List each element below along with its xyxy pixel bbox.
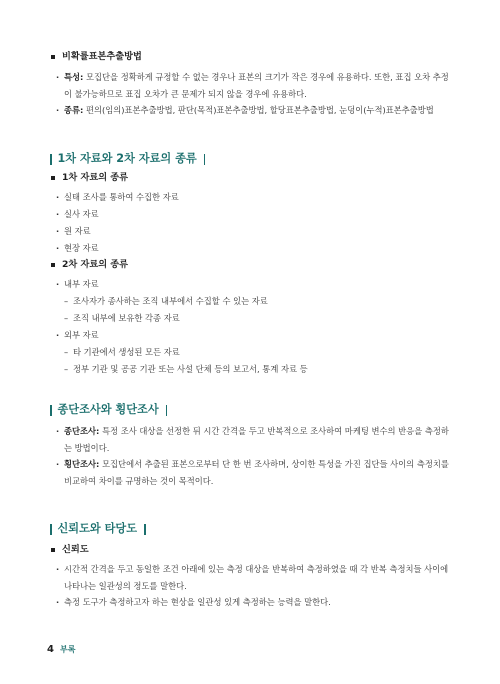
list-item [50,327,454,344]
bullet-dot-icon: · [56,226,60,236]
bullet-dot-icon: · [56,426,60,436]
subheading [50,51,454,63]
list-item [50,206,454,223]
list-item [50,69,454,102]
term-label: 특성: [64,72,84,82]
section-title [50,522,454,536]
secondary-data-block [50,259,454,378]
section-title-text: 종단조사와 횡단조사 [57,403,159,416]
title-bar-left [50,524,52,535]
square-bullet-icon [51,176,55,180]
subheading [50,172,454,184]
list-item [50,561,454,594]
title-bar-right [144,524,146,535]
bullet-dot-icon: · [56,209,60,219]
bullet-dot-icon: · [56,192,60,202]
title-bar-left [50,405,52,416]
bullet-dot-icon: · [56,459,60,469]
item-text: 시간적 간격을 두고 동일한 조건 아래에 있는 측정 대상을 반복하여 측정하였을 때 각 반복 측정치들 사이에 나타나는 일관성의 정도를 말한다. [64,564,449,591]
dash-icon: – [64,313,69,323]
term-label: 종류: [64,105,84,115]
section-title [50,403,454,417]
list-item [50,189,454,206]
bullet-dot-icon: · [56,330,60,340]
item-text: 실태 조사를 통하여 수집한 자료 [64,192,179,202]
sub-item [50,361,454,378]
list-item [50,423,454,456]
sub-item [50,310,454,327]
bullet-dot-icon: · [56,105,60,115]
section-title-text: 신뢰도와 타당도 [57,522,138,535]
sub-item [50,293,454,310]
item-text: 실사 자료 [64,209,99,219]
title-bar-right [204,154,206,165]
item-text: 편의(임의)표본추출방법, 판단(목적)표본추출방법, 할당표본추출방법, 눈덩이(누적)표본추출방법 [83,105,434,115]
section-title [50,152,454,166]
sub-item [50,344,454,361]
dash-icon: – [64,364,69,374]
subheading [50,544,454,556]
title-bar-left [50,154,52,165]
subheading-text: 1차 자료의 종류 [62,172,129,183]
subheading-text: 신뢰도 [62,544,89,555]
term-label: 횡단조사: [64,459,100,469]
bullet-dot-icon: · [56,243,60,253]
sub-item-text: 조직 내부에 보유한 각종 자료 [73,313,180,323]
footer-label: 부록 [59,645,76,654]
nonprobability-block [50,51,454,119]
list-item [50,223,454,240]
list-item [50,276,454,293]
page-number: 4 [47,644,54,655]
list-item [50,456,454,489]
item-text: 외부 자료 [64,330,99,340]
sub-item-text: 조사자가 종사하는 조직 내부에서 수집할 수 있는 자료 [73,296,268,306]
bullet-dot-icon: · [56,597,60,607]
primary-data-block [50,172,454,257]
sub-item-text: 타 기관에서 생성된 모든 자료 [73,347,180,357]
bullet-dot-icon: · [56,279,60,289]
subheading-text: 2차 자료의 종류 [62,259,129,270]
item-text: 내부 자료 [64,279,99,289]
square-bullet-icon [51,548,55,552]
term-label: 종단조사: [64,426,100,436]
square-bullet-icon [51,263,55,267]
item-text: 측정 도구가 측정하고자 하는 현상을 일관성 있게 측정하는 능력을 말한다. [64,597,331,607]
bullet-dot-icon: · [56,564,60,574]
item-text: 모집단에서 추출된 표본으로부터 단 한 번 조사하며, 상이한 특성을 가진 집단들 사이의 측정치를 비교하여 차이를 규명하는 것이 목적이다. [64,459,449,486]
section-title-text: 1차 자료와 2차 자료의 종류 [57,152,197,165]
list-item [50,102,454,119]
bullet-dot-icon: · [56,72,60,82]
item-text: 원 자료 [64,226,91,236]
list-item [50,594,454,611]
dash-icon: – [64,296,69,306]
sub-item-text: 정부 기관 및 공공 기관 또는 사설 단체 등의 보고서, 통계 자료 등 [73,364,308,374]
page-footer [47,644,75,655]
subheading-text: 비확률표본추출방법 [62,51,142,62]
item-text: 모집단을 정확하게 규정할 수 없는 경우나 표본의 크기가 작은 경우에 유용하다. 또한, 표집 오차 추정이 불가능하므로 표집 오차가 큰 문제가 되지 않을 경우에 유용하다. [64,72,449,99]
subheading [50,259,454,271]
square-bullet-icon [51,55,55,59]
title-bar-right [166,405,168,416]
item-text: 특정 조사 대상을 선정한 뒤 시간 간격을 두고 반복적으로 조사하여 마케팅 변수의 반응을 측정하는 방법이다. [64,426,449,453]
dash-icon: – [64,347,69,357]
longitudinal-section [50,403,454,489]
list-item [50,240,454,257]
reliability-section [50,522,454,611]
item-text: 현장 자료 [64,243,99,253]
data-types-section [50,152,454,166]
